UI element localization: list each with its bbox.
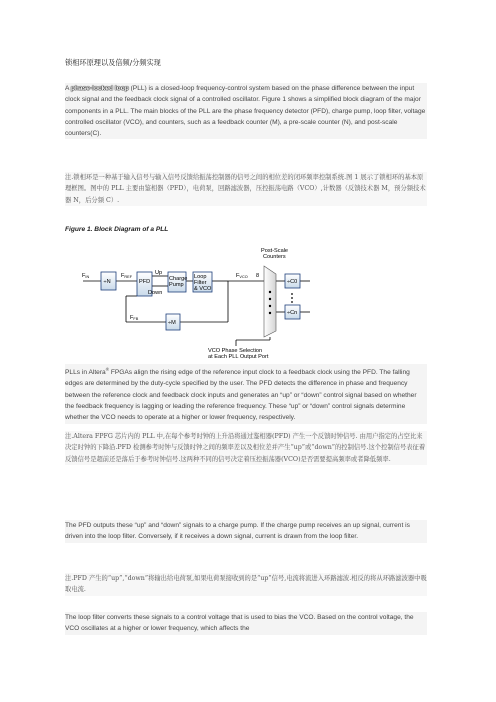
paragraph-pll-intro-cn: 注.锁相环是一种基于输入信号与输入信号反馈给振荡控制器的信号之间的相位差的闭环频率控制系统.图 1 展示了锁相环的基本原理框图。图中的 PLL 主要由鉴相器（PFD），电荷泵，回路滤波器，压控振荡电路（VCO）,计数器（反馈技术器 M，预分频技术器 N，后分频 C）. [65, 172, 427, 206]
down-signal-label: Down [148, 290, 163, 296]
paragraph-loop-filter: The loop filter converts these signals to a control voltage that is used to bias the VCO. Based on the control voltage, the VCO oscillates at a higher or lower frequency, which affects the [65, 612, 427, 635]
up-signal-label: Up [155, 270, 163, 276]
c0-counter: ÷C0 [287, 279, 298, 285]
svg-text:Pump: Pump [169, 282, 184, 288]
vco-phase-selection-label: VCO Phase Selection [208, 348, 263, 354]
pll-block-diagram [78, 244, 318, 362]
paragraph-pfd-operation: PLLs in Altera® FPGAs align the rising edge of the reference input clock to a feedback clock using the PFD. The falling edges are determined by the duty-cycle specified by the user. The PFD detects the difference in phase and frequency between the reference clock and feedback clock inputs and generates an “up” or “down” control signal based on whether the feedback frequency is lagging or leading the reference frequency. These “up” or “down” control signals determine whether the VCO needs to operate at a higher or lower frequency, respectively. [65, 364, 427, 424]
highlighted-term: phase-locked loop [70, 85, 129, 92]
charge-pump-block: Charge [169, 276, 188, 282]
svg-text:& VCO: & VCO [194, 286, 212, 292]
figure-caption: Figure 1. Block Diagram of a PLL [65, 226, 169, 233]
tap-count-label: 8 [256, 273, 260, 279]
pfd-block: PFD [139, 279, 151, 285]
loop-filter-vco-block: Loop [194, 274, 207, 280]
paragraph-charge-pump-cn: 注.PFD 产生的“up”,“down”将输出给电荷泵,如果电荷泵接收到的是“up”信号,电流将流进入环路滤波.相反的将从环路滤波器中吸取电流. [65, 573, 427, 596]
svg-text:Counters: Counters [263, 254, 286, 260]
n-counter: ÷N [103, 279, 111, 285]
fvco-label: $F_{VCO}$ [236, 273, 248, 280]
cn-counter: ÷Cn [287, 310, 298, 316]
paragraph-pfd-operation-cn: 注.Altera FPFG 芯片内的 PLL 中,在每个参考时钟的上升沿将通过鉴相器(PFD) 产生一个反馈时钟信号. 由用户指定的占空比来决定时钟的下降沿.PFD 检测参考时钟与反馈时钟之间的频率差以及相位差并产生“up”或“down”的控制信号.这个控制信号表征着反馈信号是超前还是落后于参考时钟信号.这两种不同的信号决定着压控振荡器(VCO)是否需要提高频率或者降低频率. [65, 431, 427, 465]
svg-text:at Each PLL Output Port: at Each PLL Output Port [208, 354, 269, 360]
fref-label: $F_{REF}$ [121, 273, 133, 280]
fin-label: $F_{IN}$ [82, 273, 90, 280]
paragraph-pll-intro: A phase-locked loop (PLL) is a closed-loop frequency-control system based on the phase difference between the input clock signal and the feedback clock signal of a controlled oscillator. Figure 1 shows a simplified block diagram of the major components in a PLL. The main blocks of the PLL are the phase frequency detector (PFD), charge pump, loop filter, voltage controlled oscillator (VCO), and counters, such as a feedback counter (M), a pre-scale counter (N), and post-scale counters(C). [65, 83, 427, 139]
post-scale-counters-label: Post-Scale [261, 248, 289, 254]
m-counter: ÷M [168, 320, 176, 326]
ffb-label: $F_{FB}$ [130, 315, 139, 322]
paragraph-charge-pump: The PFD outputs these “up” and “down” signals to a charge pump. If the charge pump receives an up signal, current is driven into the loop filter. Conversely, if it receives a down signal, current is drawn from the loop filter. [65, 520, 427, 543]
svg-text:Filter: Filter [194, 280, 207, 286]
document-title: 锁相环原理以及倍频/分频实现 [65, 58, 161, 67]
